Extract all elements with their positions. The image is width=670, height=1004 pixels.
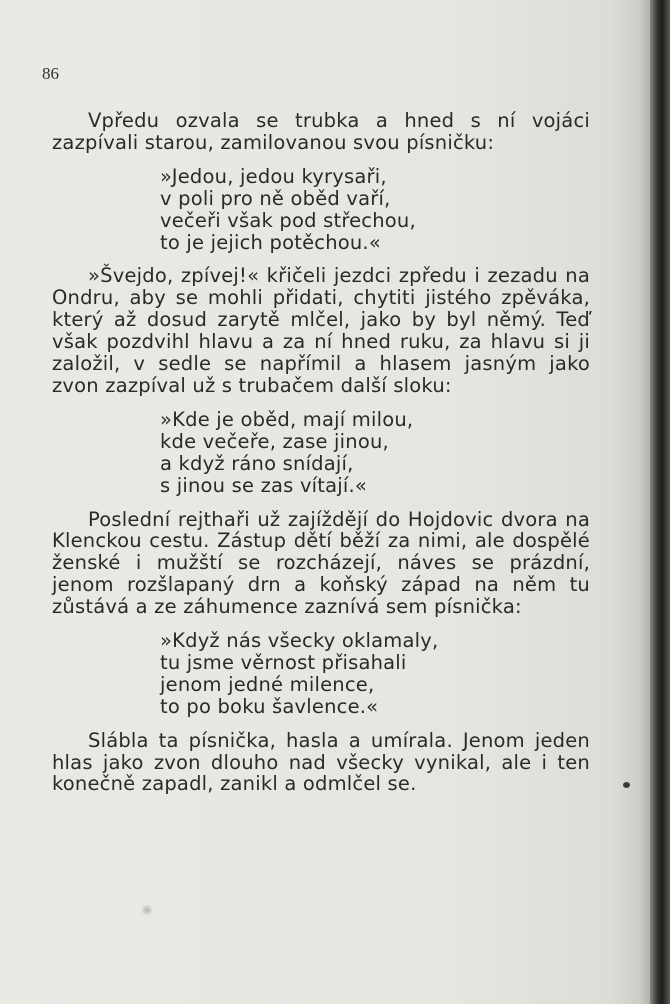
paper-smudge — [140, 905, 154, 915]
verse-line: »Jedou, jedou kyrysaři, — [160, 164, 387, 188]
paragraph-4: Slábla ta písnička, hasla a umírala. Jenom jeden hlas jako zvon dlouho nad všecky vynikal, ale i ten konečně zapadl, zanikl a odmlčel se. — [52, 728, 590, 796]
paragraph-1: Vpředu ozvala se trubka a hned s ní vojáci zazpívali starou, zamilovanou svou písničku: — [52, 109, 590, 154]
verse-line: to je jejich potěchou.« — [160, 230, 381, 254]
verse-line: tu jsme věrnost přisahali — [160, 650, 407, 674]
verse-line: s jinou se zas vítají.« — [160, 473, 368, 497]
paragraph-2: »Švejdo, zpívej!« křičeli jezdci zpředu i zezadu na Ondru, aby se mohli přidati, chytiti jistého zpěváka, který až dosud zarytě mlčel, jako by byl němý. Teď však pozdvihl hlavu a za ní hned ruku, za hlavu si ji založil, v sedle se napřímil a hlasem jasným jako zvon zazpíval už s trubačem další sloku: — [52, 264, 590, 397]
verse-2 — [52, 409, 590, 497]
book-binding — [650, 0, 670, 1004]
verse-3 — [52, 630, 590, 718]
verse-line: »Když nás všecky oklamaly, — [160, 629, 439, 653]
gutter-shadow — [640, 0, 650, 1004]
verse-line: jenom jedné milence, — [160, 672, 375, 696]
verse-line: to po boku šavlence.« — [160, 694, 379, 718]
verse-line: kde večeře, zase jinou, — [160, 429, 389, 453]
verse-line: »Kde je oběd, mají milou, — [160, 407, 414, 431]
ink-speck — [623, 782, 630, 788]
verse-1 — [52, 166, 590, 254]
page-number: 86 — [42, 64, 59, 83]
verse-line: večeři však pod střechou, — [160, 208, 416, 232]
verse-line: v poli pro ně oběd vaří, — [160, 186, 391, 210]
paragraph-3: Poslední rejthaři už zajíždějí do Hojdovic dvora na Klenckou cestu. Zástup dětí běží za nimi, ale dospělé ženské i mužští se rozcházejí, náves se prázdní, jenom rozšlapaný drn a koňský západ na něm tu zůstává a ze záhumence zaznívá sem písnička: — [52, 507, 590, 619]
page-text — [52, 110, 590, 795]
verse-line: a když ráno snídají, — [160, 451, 354, 475]
